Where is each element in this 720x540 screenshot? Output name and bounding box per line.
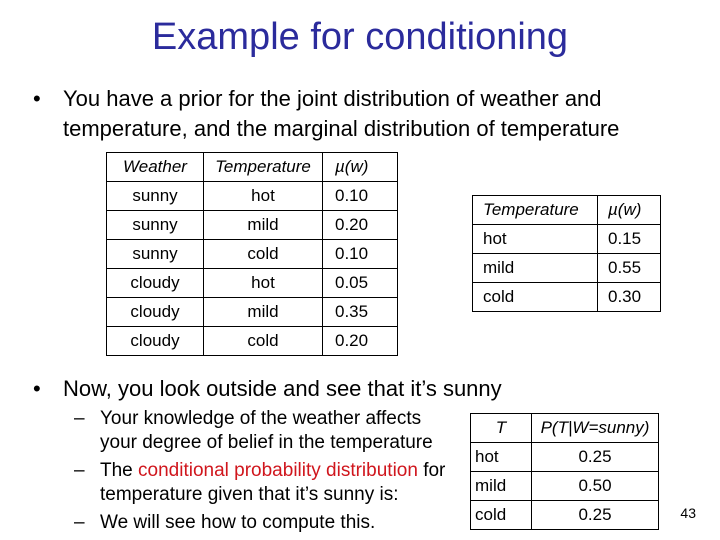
cell: 0.55 [598,254,661,283]
conditional-probability-term: conditional probability distribution [138,460,418,481]
header-temperature: Temperature [473,196,598,225]
table-row [107,240,398,269]
table-row [473,254,661,283]
cell: 0.05 [323,269,398,298]
cell: 0.50 [532,472,659,501]
sub-bullet-compute-text: We will see how to compute this. [100,512,376,533]
table-row [107,211,398,240]
bullet-sunny [33,374,663,404]
cell: 0.20 [323,327,398,356]
table-header-row [107,153,398,182]
cell: 0.35 [323,298,398,327]
cell: 0.20 [323,211,398,240]
table-header-row [473,196,661,225]
cell: cloudy [107,269,204,298]
table-row [107,269,398,298]
cell: 0.10 [323,240,398,269]
sub-bullet-knowledge [74,407,460,455]
cell: hot [204,269,323,298]
sub-bullet-conditional-pre: The [100,460,139,481]
cell: mild [473,254,598,283]
sub-bullet-dash: – [74,512,85,533]
table-row [107,298,398,327]
bullet-dot: • [33,376,41,401]
marginal-distribution-table [472,195,661,312]
cell: hot [204,182,323,211]
header-weather: Weather [107,153,204,182]
table-row [471,501,659,530]
cell: hot [473,225,598,254]
cell: mild [204,298,323,327]
cell: 0.25 [532,501,659,530]
sub-bullet-dash: – [74,460,85,481]
sub-bullet-dash: – [74,408,85,429]
cell: sunny [107,211,204,240]
bullet-sunny-text: Now, you look outside and see that it’s sunny [63,376,502,401]
cell: 0.15 [598,225,661,254]
cell: cold [204,327,323,356]
cell: sunny [107,240,204,269]
table-row [473,283,661,312]
cell: cloudy [107,298,204,327]
cell: 0.30 [598,283,661,312]
table-row [107,182,398,211]
header-mu: µ(w) [323,153,398,182]
sub-bullet-conditional-post: for temperature given that it’s sunny is: [100,460,446,505]
table-header-row [471,414,659,443]
sub-bullet-conditional [74,459,460,507]
cell: 0.10 [323,182,398,211]
cell: 0.25 [532,443,659,472]
cell: mild [471,472,532,501]
bullet-dot: • [33,86,41,111]
table-row [471,443,659,472]
header-temperature: Temperature [204,153,323,182]
sub-bullet-compute [74,511,460,535]
conditional-distribution-table [470,413,659,530]
cell: cloudy [107,327,204,356]
sub-bullet-knowledge-text: Your knowledge of the weather affects your degree of belief in the temperature [100,408,433,453]
slide-title: Example for conditioning [151,16,569,58]
cell: cold [471,501,532,530]
header-t: T [471,414,532,443]
page-number: 43 [680,505,696,521]
table-row [471,472,659,501]
bullet-prior [33,84,693,144]
cell: hot [471,443,532,472]
cell: mild [204,211,323,240]
joint-distribution-table [106,152,398,356]
table-row [473,225,661,254]
bullet-prior-text: You have a prior for the joint distribution of weather and temperature, and the marginal distribution of temperature [63,86,620,141]
header-conditional: P(T|W=sunny) [532,414,659,443]
cell: sunny [107,182,204,211]
header-mu: µ(w) [598,196,661,225]
cell: cold [204,240,323,269]
cell: cold [473,283,598,312]
table-row [107,327,398,356]
